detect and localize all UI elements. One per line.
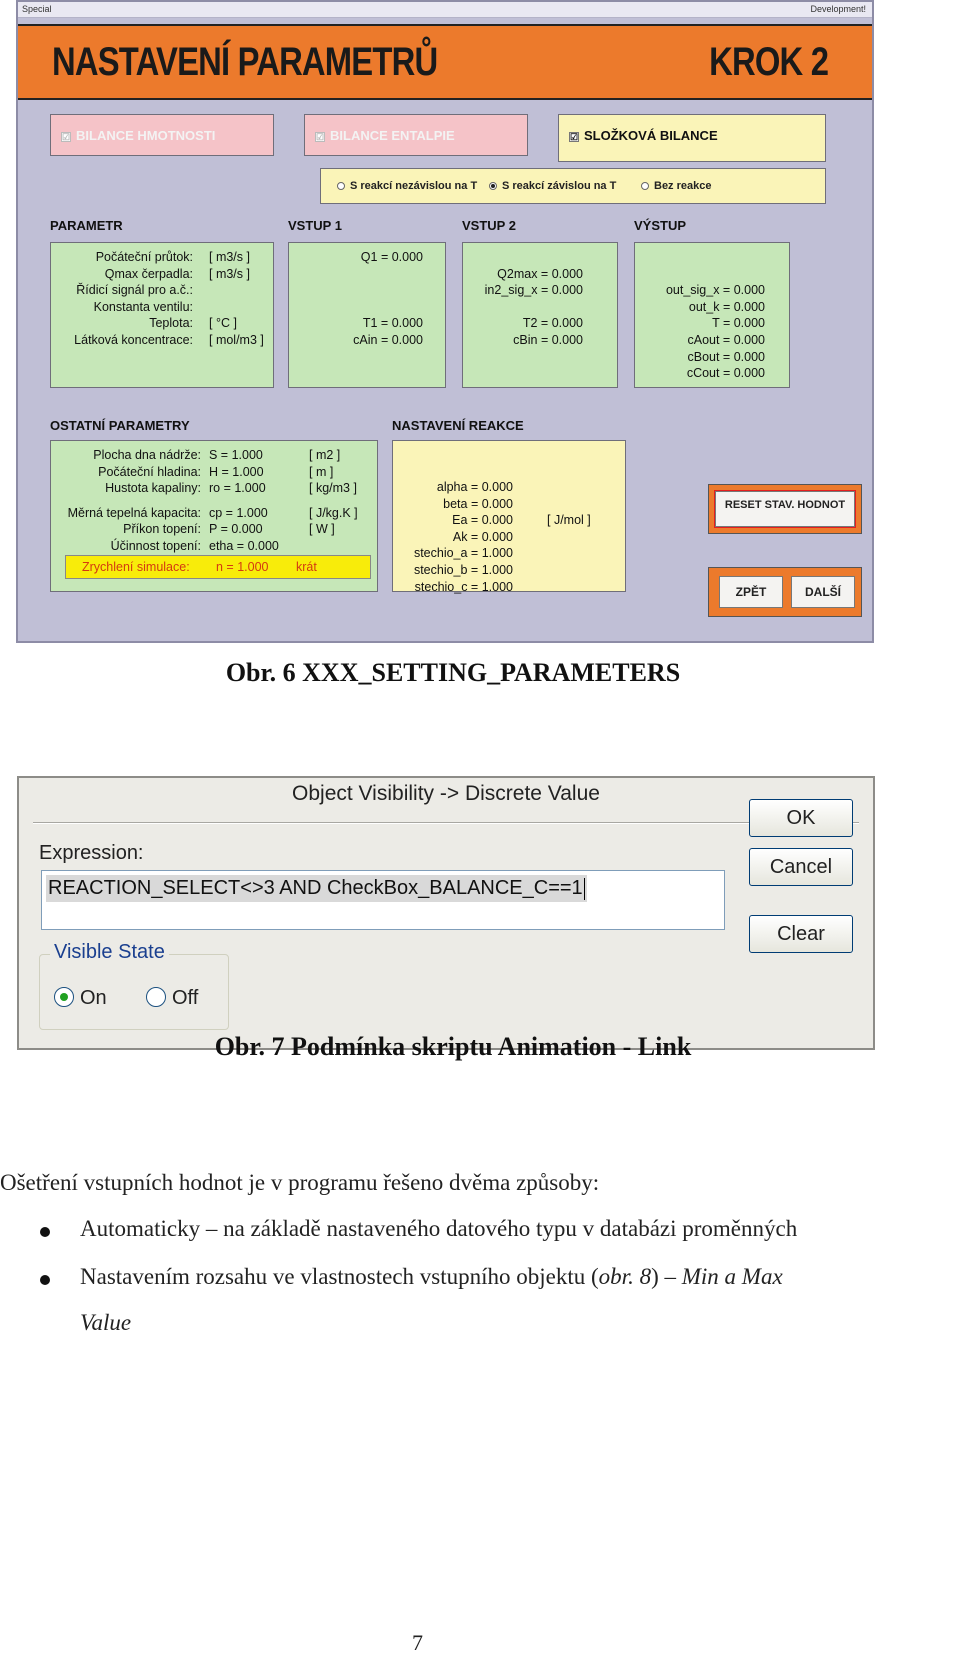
parametr-panel (50, 242, 274, 388)
section-vstup1: VSTUP 1 (288, 218, 342, 233)
radio-icon (146, 987, 166, 1007)
checkbox-bilance-entalpie[interactable] (304, 114, 528, 156)
figure-reference: obr. 8 (598, 1264, 652, 1289)
vstup1-values[interactable]: Q1 = 0.000 T1 = 0.000 cAin = 0.000 (353, 250, 423, 347)
radio-off[interactable]: Off (146, 987, 198, 1010)
reakce-unit: [ J/mol ] (547, 513, 591, 527)
expression-label: Expression: (39, 842, 144, 864)
section-vystup: VÝSTUP (634, 218, 687, 233)
checkbox-label: BILANCE HMOTNOSTI (76, 128, 216, 143)
back-button[interactable]: ZPĚT (719, 576, 783, 608)
expression-text: REACTION_SELECT<>3 AND CheckBox_BALANCE_C==1 (46, 875, 587, 902)
section-vstup2: VSTUP 2 (462, 218, 516, 233)
nav-frame (708, 567, 862, 617)
page-number: 7 (412, 1630, 423, 1655)
checkbox-bilance-hmotnosti[interactable] (50, 114, 274, 156)
reaction-radio-group (320, 168, 826, 204)
page-title: NASTAVENÍ PARAMETRŮ (52, 40, 438, 84)
title-divider (33, 822, 859, 824)
cancel-button[interactable]: Cancel (749, 848, 853, 886)
reset-frame (708, 484, 862, 534)
zrychleni-unit: krát (296, 560, 317, 574)
dialog-title: Object Visibility -> Discrete Value (292, 782, 600, 805)
next-button[interactable]: DALŠÍ (791, 576, 855, 608)
bullet-2-text: Nastavením rozsahu ve vlastnostech vstupního objektu (obr. 8) – Min a Max (80, 1264, 783, 1289)
ostatni-values[interactable]: S = 1.000 H = 1.000 ro = 1.000 cp = 1.000 P = 0.000 etha = 0.000 (209, 448, 279, 553)
section-ostatni: OSTATNÍ PARAMETRY (50, 418, 190, 433)
ostatni-panel (50, 440, 378, 592)
title-banner (18, 24, 872, 100)
bullet-1-text: Automaticky – na základě nastaveného datového typu v databázi proměnných (80, 1216, 798, 1241)
bullet-2-continuation: Value (80, 1310, 132, 1335)
zrychleni-simulace-row[interactable] (65, 555, 371, 579)
intro-paragraph: Ošetření vstupních hodnot je v programu řešeno dvěma způsoby: (0, 1170, 600, 1195)
radio-selected-icon (54, 987, 74, 1007)
zrychleni-label: Zrychlení simulace: (82, 560, 190, 574)
vstup1-panel (288, 242, 446, 388)
ostatni-labels: Plocha dna nádrže: Počáteční hladina: Hustota kapaliny: Měrná tepelná kapacita: Příkon topení: Účinnost topení: (67, 448, 201, 553)
checkbox-slozkova-bilance[interactable] (558, 114, 826, 162)
parametr-units: [ m3/s ] [ m3/s ] [ °C ] [ mol/m3 ] (209, 250, 264, 347)
check-icon: ☑ (316, 131, 325, 142)
bullet-icon (40, 1227, 50, 1237)
expression-input[interactable] (41, 870, 725, 930)
radio-on[interactable]: On (54, 987, 107, 1010)
topbar-left-label: Special (22, 4, 52, 14)
check-icon: ☑ (62, 131, 71, 142)
radio-icon (641, 182, 649, 190)
text-caret (584, 878, 585, 900)
reakce-panel (392, 440, 626, 592)
vstup2-values[interactable]: Q2max = 0.000 in2_sig_x = 0.000 T2 = 0.000 cBin = 0.000 (484, 266, 583, 347)
clear-button[interactable]: Clear (749, 915, 853, 953)
radio-selected-icon (489, 182, 497, 190)
visible-state-group (39, 941, 229, 1030)
figure-6-screenshot (16, 0, 874, 643)
radio-icon (337, 182, 345, 190)
caption-figure-7: Obr. 7 Podmínka skriptu Animation - Link (214, 1032, 692, 1061)
checkbox-label: SLOŽKOVÁ BILANCE (584, 128, 718, 143)
check-icon: ☑ (570, 131, 579, 142)
figure-7-dialog (17, 776, 875, 1050)
section-reakce: NASTAVENÍ REAKCE (392, 418, 524, 433)
zrychleni-value: n = 1.000 (216, 560, 269, 574)
ostatni-units: [ m2 ] [ m ] [ kg/m3 ] [ J/kg.K ] [ W ] (309, 448, 358, 537)
topbar-right-label: Development! (810, 4, 866, 14)
bullet-icon (40, 1275, 50, 1285)
app-topbar (18, 2, 872, 18)
vystup-values: out_sig_x = 0.000 out_k = 0.000 T = 0.000 cAout = 0.000 cBout = 0.000 cCout = 0.000 (665, 283, 765, 381)
visible-state-label: Visible State (50, 941, 169, 964)
section-parametr: PARAMETR (50, 218, 123, 233)
reakce-values[interactable]: alpha = 0.000 beta = 0.000 Ea = 0.000 Ak = 0.000 stechio_a = 1.000 stechio_b = 1.000 stechio_c = 1.000 (413, 480, 513, 594)
ok-button[interactable]: OK (749, 799, 853, 837)
parametr-labels: Počáteční průtok: Qmax čerpadla: Řídicí signál pro a.č.: Konstanta ventilu: Teplota: Látková koncentrace: (74, 250, 193, 347)
radio-reakce-nezavisla[interactable]: S reakcí nezávislou na T (337, 180, 477, 192)
vystup-panel (634, 242, 790, 388)
step-label: KROK 2 (708, 40, 828, 84)
vstup2-panel (462, 242, 618, 388)
reset-button[interactable]: RESET STAV. HODNOT (715, 491, 855, 527)
radio-bez-reakce[interactable]: Bez reakce (641, 180, 712, 192)
caption-figure-6: Obr. 6 XXX_SETTING_PARAMETERS (225, 658, 681, 687)
checkbox-label: BILANCE ENTALPIE (330, 128, 455, 143)
radio-reakce-zavisla[interactable]: S reakcí závislou na T (489, 180, 616, 192)
